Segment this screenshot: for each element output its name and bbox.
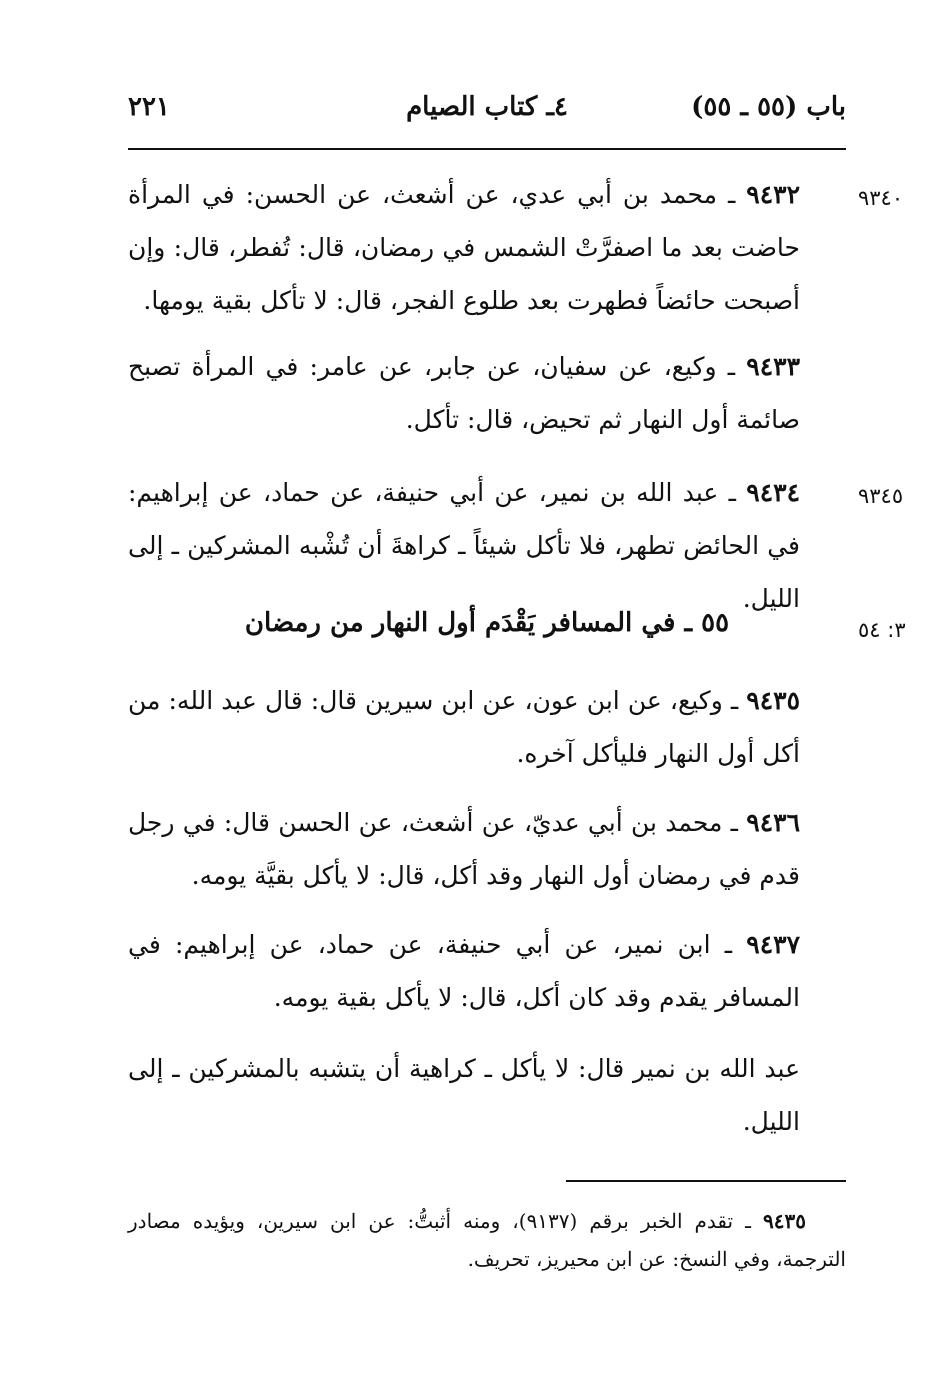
page-header [128, 92, 846, 136]
hadith-number: ٩٤٣٣ [746, 352, 800, 381]
footnote [128, 1202, 846, 1278]
footnote-text: ـ تقدم الخبر برقم (٩١٣٧)، ومنه أثبتُّ: عن ابن سيرين، ويؤيده مصادر الترجمة، وفي النسخ: عن ابن محيريز، تحريف. [128, 1209, 846, 1271]
chapter-range: باب (٥٥ ـ ٥٥) [691, 92, 846, 122]
hadith-number: ٩٤٣٦ [746, 808, 800, 837]
hadith-text: ـ محمد بن أبي عدي، عن أشعث، عن الحسن: في المرأة حاضت بعد ما اصفرَّتْ الشمس في رمضان، قال: تُفطر، قال: وإن أصبحت حائضاً فطهرت بعد طلوع الفجر، قال: لا تأكل بقية يومها. [128, 180, 800, 315]
hadith-text: ـ وكيع، عن سفيان، عن جابر، عن عامر: في المرأة تصبح صائمة أول النهار ثم تحيض، قال: تأكل. [128, 352, 800, 434]
hadith-9436 [128, 796, 846, 902]
hadith-9432 [128, 168, 846, 327]
hadith-number: ٩٤٣٤ [746, 478, 800, 507]
chapter-heading: ٥٥ ـ في المسافر يَقْدَم أول النهار من رمضان [244, 608, 730, 638]
margin-note: ٣: ٥٤ [858, 618, 906, 642]
paragraph [128, 674, 846, 780]
paragraph [128, 466, 846, 625]
hadith-number: ٩٤٣٧ [746, 930, 800, 959]
hadith-9437-continuation [128, 1042, 846, 1148]
margin-note: ٩٣٤٥ [858, 484, 904, 508]
footnote-divider [566, 1180, 846, 1182]
footnote-number: ٩٤٣٥ [763, 1209, 806, 1233]
page-number: ٢٢١ [128, 92, 170, 122]
hadith-number: ٩٤٣٥ [746, 686, 800, 715]
hadith-9437 [128, 918, 846, 1024]
hadith-text: ـ محمد بن أبي عديّ، عن أشعث، عن الحسن قال: في رجل قدم في رمضان أول النهار وقد أكل، قال: لا يأكل بقيَّة يومه. [128, 808, 800, 890]
hadith-9433 [128, 340, 846, 446]
paragraph [128, 796, 846, 902]
hadith-9435 [128, 674, 846, 780]
paragraph [128, 918, 846, 1024]
header-divider [128, 148, 846, 150]
hadith-text: ـ عبد الله بن نمير، عن أبي حنيفة، عن حماد، عن إبراهيم: في الحائض تطهر، فلا تأكل شيئاً ـ كراهةَ أن تُشْبه المشركين ـ إلى الليل. [128, 478, 800, 613]
hadith-text: ـ ابن نمير، عن أبي حنيفة، عن حماد، عن إبراهيم: في المسافر يقدم وقد كان أكل، قال: لا يأكل بقية يومه. [128, 930, 800, 1012]
hadith-text: ـ وكيع، عن ابن عون، عن ابن سيرين قال: قال عبد الله: من أكل أول النهار فليأكل آخره. [128, 686, 800, 768]
margin-note: ٩٣٤٠ [858, 186, 904, 210]
paragraph [128, 340, 846, 446]
book-title: ٤ـ كتاب الصيام [406, 92, 568, 122]
paragraph: عبد الله بن نمير قال: لا يأكل ـ كراهية أن يتشبه بالمشركين ـ إلى الليل. [128, 1054, 800, 1136]
hadith-number: ٩٤٣٢ [746, 180, 800, 209]
hadith-9434 [128, 466, 846, 625]
paragraph [128, 168, 846, 327]
